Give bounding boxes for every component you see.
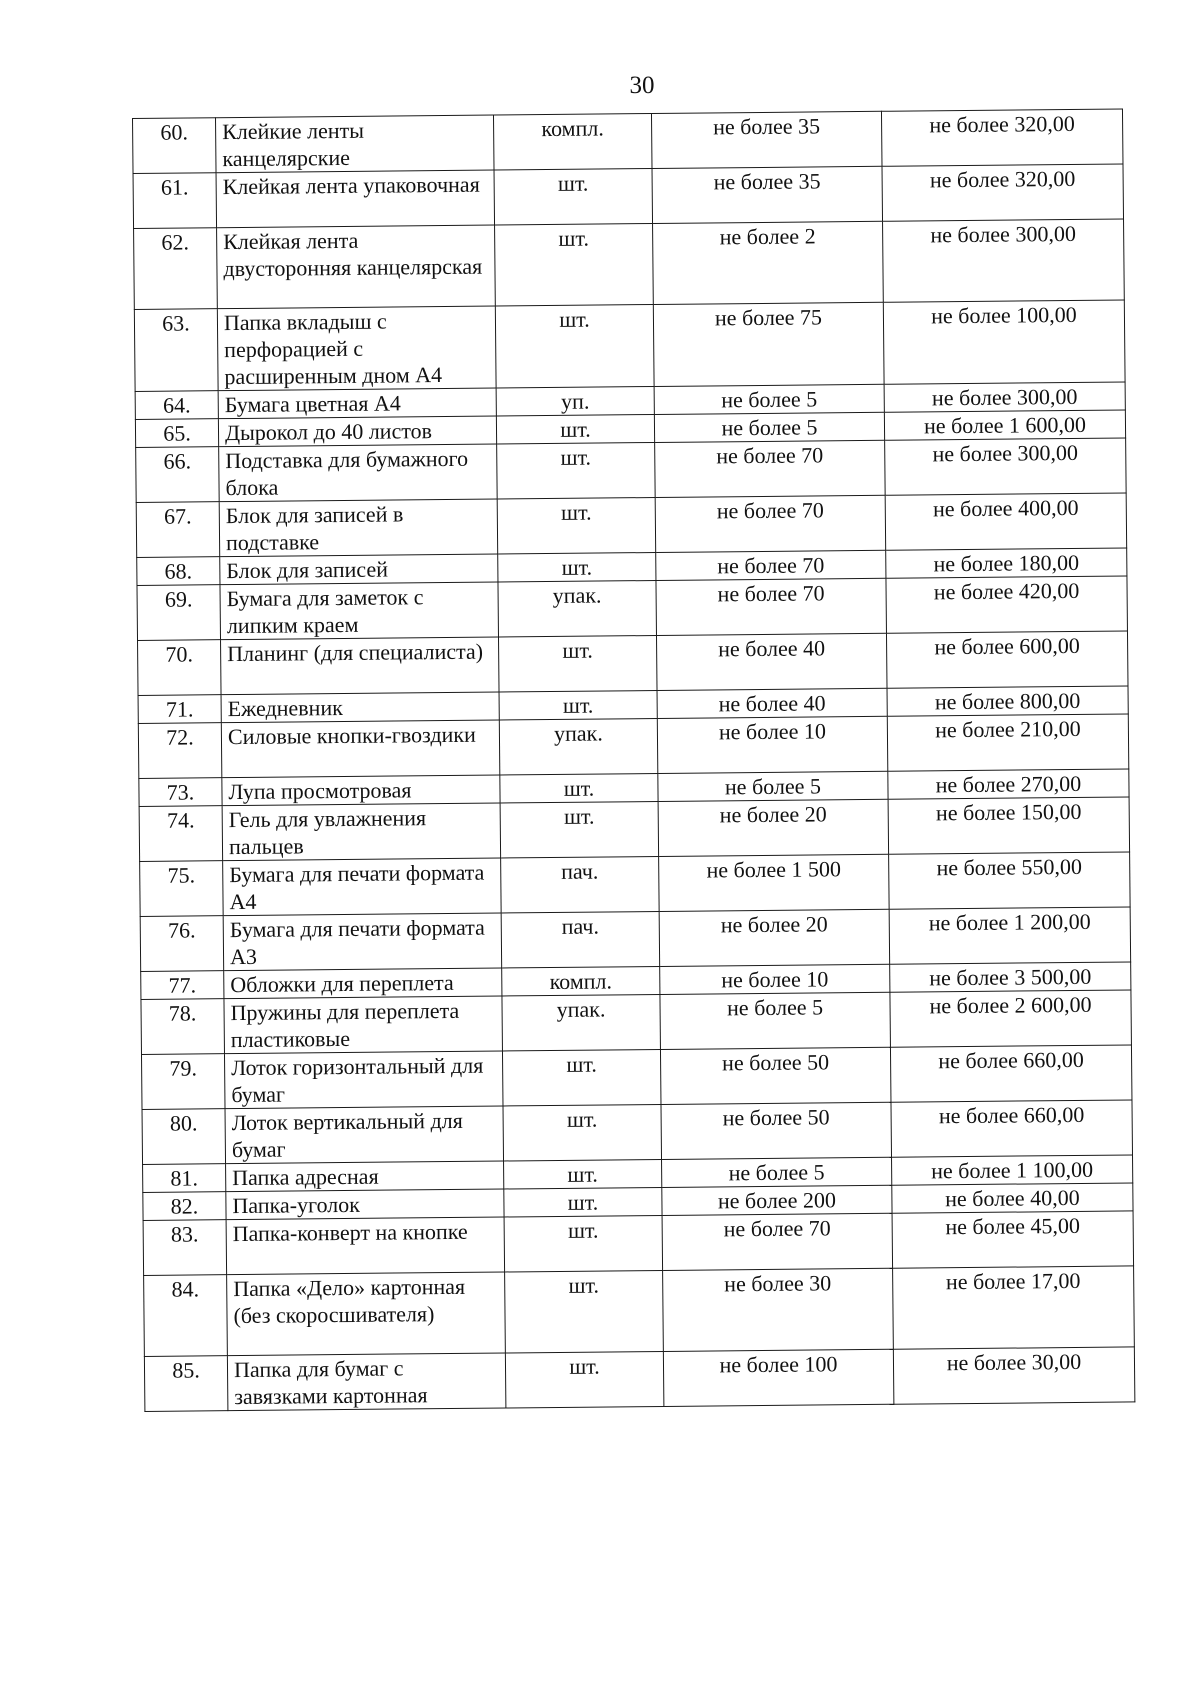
quantity-limit: не более 1 500 (659, 854, 890, 911)
table-row (133, 164, 1123, 229)
item-name: Лупа просмотровая (222, 775, 500, 806)
page-number: 30 (629, 72, 655, 99)
row-number: 85. (144, 1356, 228, 1412)
unit-of-measure: шт. (504, 1187, 662, 1217)
table-row (134, 300, 1125, 391)
item-name: Лоток горизонтальный для бумаг (224, 1051, 503, 1109)
quantity-limit: не более 40 (656, 633, 887, 690)
item-name: Папка-уголок (226, 1189, 504, 1220)
quantity-limit: не более 2 (653, 221, 884, 304)
price-limit: не более 660,00 (890, 1045, 1132, 1102)
table-row (140, 852, 1130, 917)
quantity-limit: не более 200 (662, 1185, 892, 1215)
price-limit: не более 300,00 (883, 219, 1125, 302)
row-number: 71. (138, 695, 221, 724)
row-number: 64. (135, 391, 218, 420)
item-name: Гель для увлажнения пальцев (222, 803, 501, 861)
price-limit: не более 2 600,00 (890, 990, 1132, 1047)
unit-of-measure: шт. (500, 801, 659, 858)
quantity-limit: не более 5 (660, 992, 891, 1049)
unit-of-measure: компл. (502, 966, 660, 996)
unit-of-measure: шт. (497, 442, 656, 499)
price-limit: не более 400,00 (885, 493, 1127, 550)
unit-of-measure: шт. (495, 224, 654, 307)
quantity-limit: не более 40 (657, 688, 887, 718)
row-number: 74. (139, 806, 223, 862)
unit-of-measure: шт. (496, 414, 654, 444)
table-row (138, 631, 1128, 696)
row-number: 79. (141, 1054, 225, 1110)
item-name: Пружины для переплета пластиковые (224, 996, 503, 1054)
quantity-limit: не более 5 (654, 412, 884, 442)
quantity-limit: не более 30 (663, 1268, 894, 1351)
unit-of-measure: шт. (498, 635, 657, 692)
item-name: Обложки для переплета (224, 968, 502, 999)
item-name: Клейкая лента двусторонняя канцелярская (217, 225, 496, 309)
unit-of-measure: шт. (495, 305, 654, 389)
unit-of-measure: компл. (493, 114, 652, 171)
unit-of-measure: пач. (501, 911, 660, 968)
quantity-limit: не более 35 (651, 111, 882, 168)
unit-of-measure: шт. (504, 1215, 663, 1272)
quantity-limit: не более 70 (655, 440, 886, 497)
price-limit: не более 660,00 (891, 1100, 1133, 1157)
table-row (136, 438, 1126, 503)
item-name: Лоток вертикальный для бумаг (225, 1106, 504, 1164)
row-number: 67. (136, 502, 220, 558)
quantity-limit: не более 70 (662, 1213, 893, 1270)
item-name: Папка адресная (226, 1161, 504, 1192)
item-name: Бумага для печати формата А4 (223, 858, 502, 916)
item-name: Дырокол до 40 листов (218, 416, 496, 447)
item-name: Подставка для бумажного блока (219, 444, 498, 502)
price-limit: не более 300,00 (885, 438, 1127, 495)
item-name: Бумага для печати формата А3 (223, 913, 502, 971)
row-number: 82. (143, 1192, 226, 1221)
table-row (142, 1100, 1132, 1165)
price-limit: не более 30,00 (893, 1347, 1135, 1404)
quantity-limit: не более 50 (660, 1047, 891, 1104)
unit-of-measure: шт. (494, 169, 653, 226)
row-number: 78. (141, 999, 225, 1055)
price-limit: не более 180,00 (886, 548, 1127, 578)
item-name: Папка «Дело» картонная (без скоросшивателя) (227, 1272, 506, 1356)
item-name: Блок для записей (220, 554, 498, 585)
row-number: 68. (137, 557, 220, 586)
table-row (134, 219, 1125, 309)
table-row (140, 907, 1130, 972)
row-number: 66. (136, 447, 220, 503)
row-number: 72. (138, 723, 222, 779)
price-limit: не более 320,00 (882, 164, 1124, 221)
price-limit: не более 1 600,00 (884, 410, 1125, 440)
price-limit: не более 600,00 (886, 631, 1128, 688)
table-row (141, 990, 1131, 1055)
price-limit: не более 320,00 (881, 109, 1123, 166)
table-row (133, 109, 1123, 174)
item-name: Папка-конверт на кнопке (226, 1217, 505, 1275)
item-name: Блок для записей в подставке (219, 499, 498, 557)
unit-of-measure: уп. (496, 387, 654, 417)
quantity-limit: не более 70 (656, 550, 886, 580)
price-limit: не более 45,00 (892, 1211, 1134, 1268)
price-limit: не более 100,00 (883, 300, 1125, 384)
item-name: Клейкая лента упаковочная (216, 170, 495, 228)
row-number: 62. (134, 228, 218, 310)
item-name: Бумага цветная А4 (218, 388, 496, 419)
document-sheet (132, 108, 1134, 1411)
table-row (136, 493, 1126, 558)
table-row (139, 797, 1129, 862)
price-limit: не более 17,00 (893, 1266, 1135, 1349)
quantity-limit: не более 100 (663, 1349, 894, 1406)
price-limit: не более 550,00 (889, 852, 1131, 909)
quantity-limit: не более 20 (658, 799, 889, 856)
item-name: Папка вкладыш с перфорацией с расширенным дном А4 (217, 306, 496, 391)
unit-of-measure: шт. (504, 1159, 662, 1189)
unit-of-measure: шт. (500, 773, 658, 803)
price-limit: не более 1 100,00 (892, 1155, 1133, 1185)
unit-of-measure: шт. (505, 1270, 664, 1353)
item-name: Бумага для заметок с липким краем (220, 582, 499, 640)
item-name: Силовые кнопки-гвоздики (221, 720, 500, 778)
price-limit: не более 300,00 (884, 382, 1125, 412)
row-number: 63. (134, 309, 218, 392)
item-name: Клейкие ленты канцелярские (216, 115, 495, 173)
item-name: Папка для бумаг с завязками картонная (227, 1353, 506, 1411)
quantity-limit: не более 5 (654, 384, 884, 414)
row-number: 81. (143, 1164, 226, 1193)
quantity-limit: не более 20 (659, 909, 890, 966)
quantity-limit: не более 70 (655, 495, 886, 552)
table-row (137, 576, 1127, 641)
unit-of-measure: шт. (499, 690, 657, 720)
unit-of-measure: шт. (502, 1049, 661, 1106)
unit-of-measure: шт. (505, 1351, 664, 1408)
table-body (133, 109, 1135, 1411)
quantity-limit: не более 70 (656, 578, 887, 635)
row-number: 73. (139, 778, 222, 807)
table-row (141, 1045, 1131, 1110)
row-number: 77. (141, 971, 224, 1000)
quantity-limit: не более 5 (658, 771, 888, 801)
price-limit: не более 210,00 (887, 714, 1129, 771)
row-number: 76. (140, 916, 224, 972)
price-limit: не более 1 200,00 (889, 907, 1131, 964)
row-number: 75. (140, 861, 224, 917)
quantity-limit: не более 75 (653, 302, 884, 386)
row-number: 70. (138, 640, 222, 696)
supplies-table (132, 108, 1135, 1411)
quantity-limit: не более 10 (660, 964, 890, 994)
table-row (143, 1211, 1133, 1276)
table-row (144, 1266, 1135, 1356)
row-number: 69. (137, 585, 221, 641)
table-row (144, 1347, 1134, 1412)
price-limit: не более 150,00 (888, 797, 1130, 854)
table-row (138, 714, 1128, 779)
row-number: 61. (133, 173, 217, 229)
unit-of-measure: шт. (497, 497, 656, 554)
price-limit: не более 800,00 (887, 686, 1128, 716)
row-number: 65. (135, 419, 218, 448)
row-number: 83. (143, 1220, 227, 1276)
price-limit: не более 3 500,00 (890, 962, 1131, 992)
quantity-limit: не более 10 (657, 716, 888, 773)
row-number: 84. (144, 1275, 228, 1357)
unit-of-measure: шт. (503, 1104, 662, 1161)
price-limit: не более 40,00 (892, 1183, 1133, 1213)
unit-of-measure: шт. (498, 552, 656, 582)
item-name: Планинг (для специалиста) (221, 637, 500, 695)
row-number: 80. (142, 1109, 226, 1165)
row-number: 60. (133, 118, 217, 174)
unit-of-measure: упак. (499, 718, 658, 775)
quantity-limit: не более 50 (661, 1102, 892, 1159)
unit-of-measure: упак. (502, 994, 661, 1051)
price-limit: не более 270,00 (888, 769, 1129, 799)
item-name: Ежедневник (221, 692, 499, 723)
price-limit: не более 420,00 (886, 576, 1128, 633)
quantity-limit: не более 5 (662, 1157, 892, 1187)
quantity-limit: не более 35 (652, 166, 883, 223)
unit-of-measure: упак. (498, 580, 657, 637)
unit-of-measure: пач. (501, 856, 660, 913)
